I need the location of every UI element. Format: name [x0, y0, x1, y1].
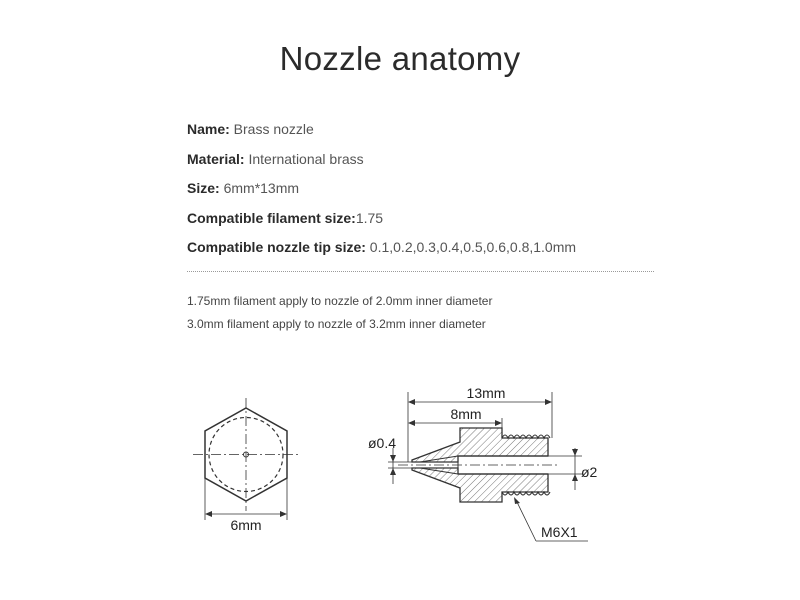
- note-1-75mm: 1.75mm filament apply to nozzle of 2.0mm inner diameter: [187, 294, 493, 308]
- page-title: Nozzle anatomy: [279, 40, 521, 77]
- arrow-head: [545, 399, 552, 405]
- note-3-0mm: 3.0mm filament apply to nozzle of 3.2mm inner diameter: [187, 317, 486, 331]
- hex-width-label: 6mm: [230, 517, 262, 533]
- thread-spec-label: M6X1: [541, 524, 578, 540]
- arrow-head: [572, 449, 578, 456]
- arrow-head: [495, 420, 502, 426]
- spec-label: Name:: [187, 121, 230, 137]
- tip-diameter-label: ø0.4: [367, 435, 397, 451]
- thread-leader-line: [516, 500, 536, 541]
- arrow-head: [408, 420, 415, 426]
- spec-label: Material:: [187, 150, 245, 167]
- spec-value: 0.1,0.2,0.3,0.4,0.5,0.6,0.8,1.0mm: [365, 239, 577, 255]
- arrow-head: [390, 455, 396, 462]
- spec-label: Size:: [187, 180, 220, 196]
- spec-value: Brass nozzle: [229, 121, 314, 137]
- nozzle-body-bottom: [412, 468, 548, 502]
- hex-end-view: [193, 398, 300, 533]
- nozzle-side-view: [368, 385, 598, 541]
- spec-value: International brass: [244, 150, 364, 167]
- spec-value: 6mm*13mm: [219, 180, 300, 196]
- arrow-head: [280, 511, 287, 517]
- inner-length-label: 8mm: [450, 406, 482, 422]
- arrow-head: [205, 511, 212, 517]
- arrow-head: [514, 497, 520, 504]
- total-length-label: 13mm: [466, 385, 506, 401]
- arrow-head: [390, 468, 396, 475]
- spec-label: Compatible filament size:: [187, 209, 356, 226]
- bore-diameter-label: ø2: [581, 464, 598, 480]
- nozzle-body-top: [412, 428, 548, 462]
- arrow-head: [572, 474, 578, 481]
- arrow-head: [408, 399, 415, 405]
- spec-value: 1.75: [355, 209, 384, 226]
- spec-label: Compatible nozzle tip size:: [187, 239, 366, 255]
